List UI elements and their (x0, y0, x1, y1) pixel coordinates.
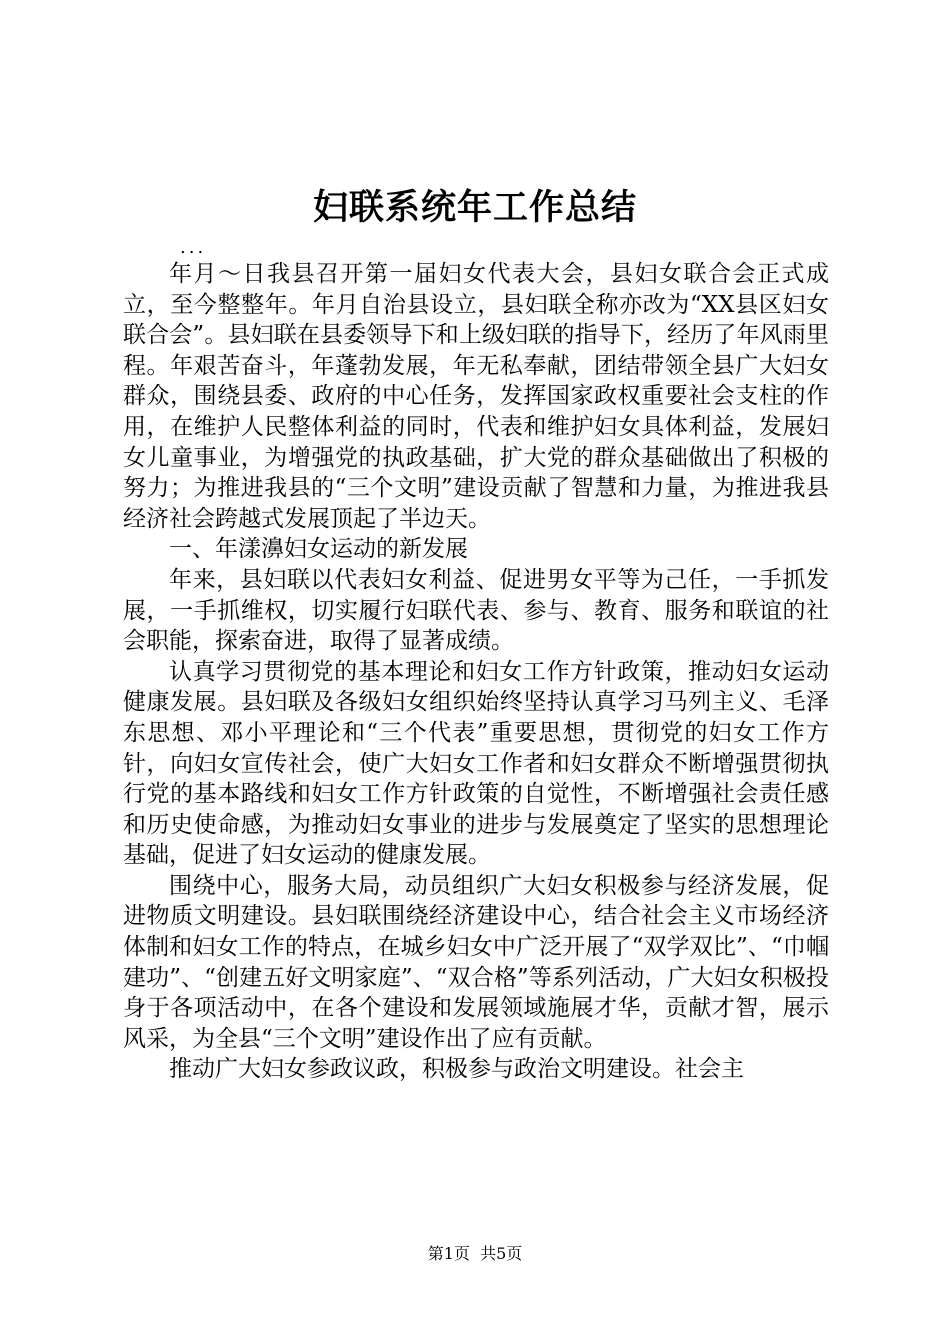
page-total: 共5页 (480, 1244, 523, 1263)
paragraph-economy: 围绕中心，服务大局，动员组织广大妇女积极参与经济发展，促进物质文明建设。县妇联围绕经济建设中心，结合社会主义市场经济体制和妇女工作的特点，在城乡妇女中广泛开展了“双学双比”、“巾帼建功”、“创建五好文明家庭”、“双合格”等系列活动，广大妇女积极投身于各项活动中，在各个建设和发展领域施展才华，贡献才智，展示风采，为全县“三个文明”建设作出了应有贡献。 (123, 872, 829, 1052)
paragraph-intro: 年月～日我县召开第一届妇女代表大会，县妇女联合会正式成立，至今整整年。年月自治县设立，县妇联全称亦改为“XX县区妇女联合会”。县妇联在县委领导下和上级妇联的指导下，经历了年风雨里程。年艰苦奋斗，年蓬勃发展，年无私奉献，团结带领全县广大妇女群众，围绕县委、政府的中心任务，发挥国家政权重要社会支柱的作用，在维护人民整体利益的同时，代表和维护妇女具体利益，发展妇女儿童事业，为增强党的执政基础，扩大党的群众基础做出了积极的努力；为推进我县的“三个文明”建设贡献了智慧和力量，为推进我县经济社会跨越式发展顶起了半边天。 (123, 261, 829, 532)
page-footer (0, 1242, 950, 1266)
section-heading: 一、年漾濞妇女运动的新发展 (169, 536, 468, 563)
document-title: 妇联系统年工作总结 (312, 188, 637, 228)
document-body (123, 259, 829, 1085)
paragraph-overview: 年来，县妇联以代表妇女利益、促进男女平等为己任，一手抓发展，一手抓维权，切实履行妇联代表、参与、教育、服务和联谊的社会职能，探索奋进，取得了显著成绩。 (123, 566, 829, 655)
paragraph-theory: 认真学习贯彻党的基本理论和妇女工作方针政策，推动妇女运动健康发展。县妇联及各级妇女组织始终坚持认真学习马列主义、毛泽东思想、邓小平理论和“三个代表”重要思想，贯彻党的妇女工作方针，向妇女宣传社会，使广大妇女工作者和妇女群众不断增强贯彻执行党的基本路线和妇女工作方针政策的自觉性，不断增强社会责任感和历史使命感，为推动妇女事业的进步与发展奠定了坚实的思想理论基础，促进了妇女运动的健康发展。 (123, 658, 829, 869)
ellipsis-marker: ... (180, 237, 207, 258)
paragraph-politics: 推动广大妇女参政议政，积极参与政治文明建设。社会主 (169, 1056, 744, 1083)
page-number: 第1页 (427, 1244, 470, 1263)
